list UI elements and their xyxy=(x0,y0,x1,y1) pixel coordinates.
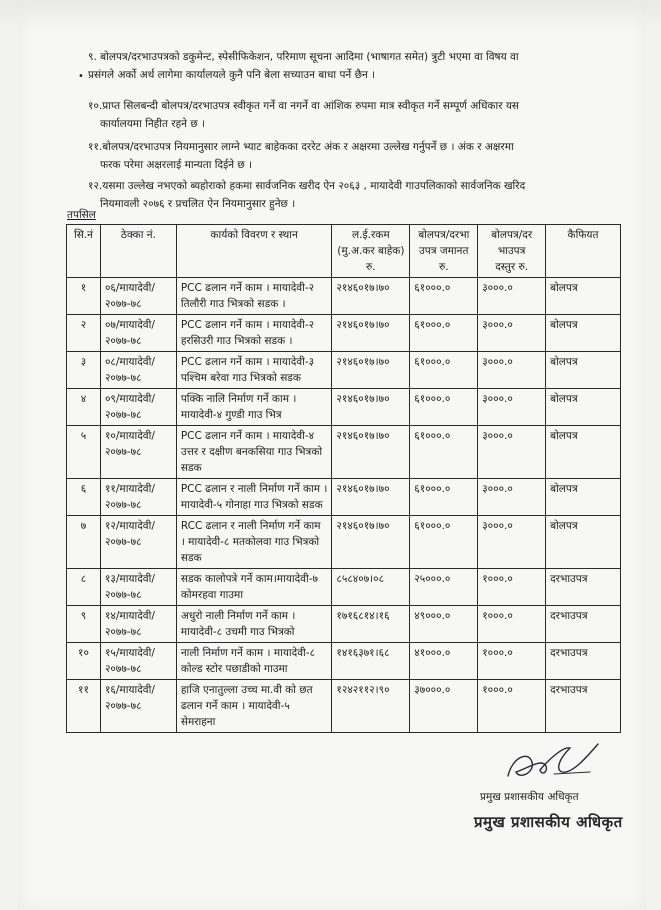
cell-sn: ४ xyxy=(67,389,101,426)
cell-contract-no xyxy=(100,389,176,426)
cell-contract-no xyxy=(100,680,176,733)
cell-contract-no xyxy=(100,516,176,569)
cell-deposit: २५०००.० xyxy=(410,569,478,606)
table-row xyxy=(67,680,621,733)
cell-sn: ३ xyxy=(67,352,101,389)
cell-cost: २१४६०१७।७० xyxy=(332,389,410,426)
clause-line: १२.यसमा उल्लेख नभएको ब्यहोराको हकमा सार्वजनिक खरीद ऐन २०६३ , मायादेवी गाउपलिकाको सार्वजनिक खरिद xyxy=(88,180,526,192)
cell-cost: २१४६०१७।७० xyxy=(332,516,410,569)
cell-work: हाजि एनातुल्ला उच्च मा.वी को छत ढलान गर्ने काम । मायादेवी-५ सेमराहना xyxy=(176,680,332,733)
contract-no-line: १५/मायादेवी/ xyxy=(104,647,155,659)
clause-line: १०.प्राप्त सिलबन्दी बोलपत्र/दरभाउपत्र स्वीकृत गर्ने वा नगर्ने वा आंशिक रुपमा मात्र स्वीकृत गर्ने सम्पूर्ण अधिकार यस xyxy=(88,100,520,112)
cell-deposit: ६१०००.० xyxy=(410,315,478,352)
cell-contract-no xyxy=(100,643,176,680)
cell-fee: १०००.० xyxy=(478,606,546,643)
contract-no-line: ०६/मायादेवी/ xyxy=(104,282,155,294)
contract-no-line: २०७७-७८ xyxy=(104,700,142,712)
cell-fee: ३०००.० xyxy=(478,479,546,516)
cell-deposit: ३७०००.० xyxy=(410,680,478,733)
designation-stamp: प्रमुख प्रशासकीय अधिकृत xyxy=(474,813,623,831)
cell-cost: २१४६०१७।७० xyxy=(332,315,410,352)
contract-no-line: २०७७-७८ xyxy=(104,372,142,384)
cell-deposit: ६१०००.० xyxy=(410,278,478,315)
clause-line: ९. बोलपत्र/दरभाउपत्रको डकुमेन्ट, स्पेसीफिकेशन, परिमाण सूचना आदिमा (भाषागत समेत) त्रुटी भएमा वा विषय वा xyxy=(88,51,519,63)
clause-12 xyxy=(88,177,525,213)
cell-fee: ३०००.० xyxy=(478,315,546,352)
cell-contract-no xyxy=(100,606,176,643)
table-row xyxy=(67,352,621,389)
cell-cost: २१४६०१७।७० xyxy=(332,426,410,479)
contract-no-line: २०७७-७८ xyxy=(104,663,142,675)
cell-contract-no xyxy=(100,278,176,315)
header-contract-no: ठेक्का नं. xyxy=(100,225,176,278)
cell-work: PCC ढलान गर्ने काम । मायादेवी-३ पश्चिम बरेवा गाउ भित्रको सडक xyxy=(176,352,332,389)
cell-deposit: ६१०००.० xyxy=(410,352,478,389)
cell-remarks: दरभाउपत्र xyxy=(546,680,621,733)
header-cost-line: रु. xyxy=(366,261,376,273)
cell-sn: ७ xyxy=(67,516,101,569)
cell-sn: १० xyxy=(67,643,101,680)
cell-sn: ९ xyxy=(67,606,101,643)
header-fee-line: भाउपत्र xyxy=(497,245,526,257)
cell-contract-no xyxy=(100,569,176,606)
contract-no-line: २०७७-७८ xyxy=(104,499,142,511)
table-row xyxy=(67,278,621,315)
contract-no-line: १४/मायादेवी/ xyxy=(104,610,155,622)
contract-no-line: १०/मायादेवी/ xyxy=(104,430,155,442)
cell-remarks: बोलपत्र xyxy=(546,426,621,479)
contract-no-line: २०७७-७८ xyxy=(104,536,142,548)
clause-line: ११.बोलपत्र/दरभाउपत्र नियमानुसार लाग्ने भ्याट बाहेकका दररेट अंक र अक्षरमा उल्लेख गर्नुपर्ने छ । अंक र अक्षरमा xyxy=(88,141,514,153)
cell-work: PCC ढलान र नाली निर्माण गर्ने काम । मायादेवी-५ गोनाहा गाउ भित्रको सडक xyxy=(176,479,332,516)
signature-scribble xyxy=(498,728,608,788)
cell-remarks: बोलपत्र xyxy=(546,479,621,516)
cell-deposit: ६१०००.० xyxy=(410,516,478,569)
table-row xyxy=(67,315,621,352)
cell-remarks: दरभाउपत्र xyxy=(546,569,621,606)
cell-fee: १०००.० xyxy=(478,569,546,606)
cell-remarks: बोलपत्र xyxy=(546,516,621,569)
contract-no-line: २०७७-७८ xyxy=(104,446,142,458)
cell-work: अधुरो नाली निर्माण गर्ने काम । मायादेवी-८ उचमी गाउ भित्रको xyxy=(176,606,332,643)
cell-fee: ३०००.० xyxy=(478,389,546,426)
cell-cost: १२४२११२।९० xyxy=(332,680,410,733)
cell-work: सडक कालोपत्रे गर्ने काम।मायादेवी-७ कोमरहवा गाउमा xyxy=(176,569,332,606)
cell-work: PCC ढलान गर्ने काम । मायादेवी-४ उत्तर र दक्षीण बनकसिया गाउ भित्रको सडक xyxy=(176,426,332,479)
cell-sn: १ xyxy=(67,278,101,315)
clause-9 xyxy=(88,48,519,84)
header-deposit-line: उपत्र जमानत xyxy=(419,245,469,257)
cell-deposit: ६१०००.० xyxy=(410,389,478,426)
header-sn: सि.नं xyxy=(67,225,101,278)
cell-deposit: ६१०००.० xyxy=(410,426,478,479)
cell-work: RCC ढलान र नाली निर्माण गर्ने काम । मायादेवी-८ मतकोलवा गाउ भित्रको सडक xyxy=(176,516,332,569)
header-deposit-line: रु. xyxy=(438,261,449,273)
contract-no-line: १६/मायादेवी/ xyxy=(104,684,155,696)
schedule-label: तपसिल xyxy=(67,209,96,221)
bullet-mark: • xyxy=(78,71,84,82)
cell-deposit: ४९०००.० xyxy=(410,606,478,643)
cell-contract-no xyxy=(100,352,176,389)
cell-fee: ३०००.० xyxy=(478,516,546,569)
contract-no-line: १३/मायादेवी/ xyxy=(104,573,155,585)
cell-deposit: ४१०००.० xyxy=(410,643,478,680)
cell-fee: १०००.० xyxy=(478,680,546,733)
cell-remarks: बोलपत्र xyxy=(546,315,621,352)
cell-remarks: बोलपत्र xyxy=(546,278,621,315)
table-row xyxy=(67,569,621,606)
cell-fee: ३०००.० xyxy=(478,426,546,479)
table-row xyxy=(67,606,621,643)
table-row xyxy=(67,516,621,569)
cell-sn: ६ xyxy=(67,479,101,516)
cell-cost: १४१६३७१।६८ xyxy=(332,643,410,680)
header-deposit xyxy=(410,225,478,278)
contract-no-line: २०७७-७८ xyxy=(104,409,142,421)
contract-no-line: २०७७-७८ xyxy=(104,589,142,601)
paper-fold xyxy=(0,0,661,30)
contract-no-line: २०७७-७८ xyxy=(104,335,142,347)
cell-sn: २ xyxy=(67,315,101,352)
cell-work: PCC ढलान गर्ने काम । मायादेवी-२ हरसिउरी गाउ भित्रको सडक । xyxy=(176,315,332,352)
table-row xyxy=(67,389,621,426)
cell-remarks: बोलपत्र xyxy=(546,389,621,426)
clause-line: कार्यालयमा निहीत रहने छ । xyxy=(100,118,206,130)
contract-no-line: ०७/मायादेवी/ xyxy=(104,319,155,331)
clause-line: नियमावली २०७६ र प्रचलित ऐन नियमानुसार हुनेछ । xyxy=(100,198,296,210)
signatory-designation: प्रमुख प्रशासकीय अधिकृत xyxy=(480,791,579,803)
header-fee-line: दस्तुर रु. xyxy=(495,261,529,273)
cell-sn: ८ xyxy=(67,569,101,606)
table-row xyxy=(67,479,621,516)
cell-cost: २१४६०१७।७० xyxy=(332,479,410,516)
cell-work: पक्कि नालि निर्माण गर्ने काम । मायादेवी-४ गुण्डी गाउ भित्र xyxy=(176,389,332,426)
cell-contract-no xyxy=(100,426,176,479)
cell-fee: ३०००.० xyxy=(478,352,546,389)
contract-no-line: १२/मायादेवी/ xyxy=(104,520,155,532)
cell-fee: ३०००.० xyxy=(478,278,546,315)
table-row xyxy=(67,426,621,479)
cell-contract-no xyxy=(100,479,176,516)
clause-line: फरक परेमा अक्षरलाई मान्यता दिईने छ । xyxy=(100,159,253,171)
cell-contract-no xyxy=(100,315,176,352)
header-work: कार्यको विवरण र स्थान xyxy=(176,225,332,278)
table-header-row xyxy=(67,225,621,278)
contract-no-line: ११/मायादेवी/ xyxy=(104,483,155,495)
cell-cost: १७१६८१४।१६ xyxy=(332,606,410,643)
table-row xyxy=(67,643,621,680)
cell-sn: ११ xyxy=(67,680,101,733)
header-cost-line: ल.ई.रकम xyxy=(352,229,390,241)
header-remarks: कैफियत xyxy=(546,225,621,278)
cell-remarks: दरभाउपत्र xyxy=(546,606,621,643)
cell-sn: ५ xyxy=(67,426,101,479)
cell-remarks: दरभाउपत्र xyxy=(546,643,621,680)
header-fee xyxy=(478,225,546,278)
header-cost-line: (मु.अ.कर बाहेक) xyxy=(337,245,405,257)
cell-work: PCC ढलान गर्ने काम । मायादेवी-२ तिलौरी गाउ भित्रको सडक । xyxy=(176,278,332,315)
cell-remarks: बोलपत्र xyxy=(546,352,621,389)
cell-cost: २१४६०१७।७० xyxy=(332,352,410,389)
contract-no-line: २०७७-७८ xyxy=(104,298,142,310)
contract-no-line: २०७७-७८ xyxy=(104,626,142,638)
cell-deposit: ६१०००.० xyxy=(410,479,478,516)
contract-no-line: ०९/मायादेवी/ xyxy=(104,393,155,405)
header-cost xyxy=(332,225,410,278)
cell-work: नाली निर्माण गर्ने काम । मायादेवी-८ कोल्ड स्टोर पछाडीको गाउमा xyxy=(176,643,332,680)
header-deposit-line: बोलपत्र/दरभा xyxy=(418,229,470,241)
cell-cost: २१४६०१७।७० xyxy=(332,278,410,315)
clause-line: प्रसंगले अर्को अर्थ लागेमा कार्यालयले कुनै पनि बेला सच्याउन बाधा पर्ने छैन । xyxy=(88,69,376,81)
contracts-table xyxy=(66,224,621,733)
clause-10 xyxy=(88,97,519,133)
cell-fee: १०००.० xyxy=(478,643,546,680)
clause-11 xyxy=(88,138,514,174)
contract-no-line: ०८/मायादेवी/ xyxy=(104,356,155,368)
header-fee-line: बोलपत्र/दर xyxy=(491,229,533,241)
cell-cost: ८५८४०७।०८ xyxy=(332,569,410,606)
